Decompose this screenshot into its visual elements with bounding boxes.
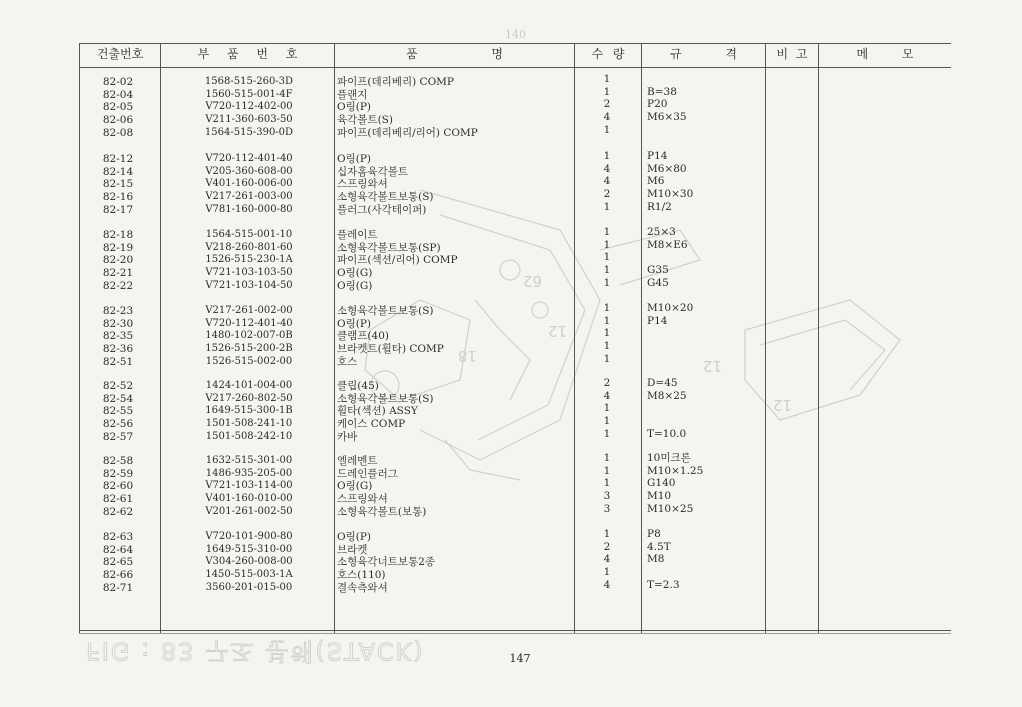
- group-2-part-name-column: [337, 153, 434, 216]
- part-spec: M8: [647, 553, 665, 566]
- part-quantity: 4: [603, 162, 611, 175]
- part-quantity: 1: [603, 402, 611, 415]
- svg-text:18: 18: [457, 347, 477, 365]
- group-4-part-name-column: [337, 305, 444, 368]
- group-3-part-name-column: [337, 229, 458, 292]
- part-name: 클램프(40): [337, 330, 389, 343]
- part-number: V217-261-003-00: [205, 191, 293, 203]
- part-spec: M10×1.25: [647, 464, 704, 477]
- part-quantity: 1: [603, 150, 611, 162]
- svg-text:62: 62: [522, 272, 542, 290]
- part-name: 플랜지: [337, 88, 368, 101]
- group-7-part-code-column: [98, 531, 138, 594]
- group-3-part-number-column: [164, 229, 334, 292]
- part-code: 82-15: [102, 178, 134, 191]
- part-number: V721-103-104-50: [205, 279, 293, 291]
- part-spec: [647, 124, 687, 137]
- page-number: 147: [509, 652, 531, 665]
- group-7-part-name-column: [337, 531, 435, 594]
- part-number: 1564-515-001-10: [205, 229, 293, 240]
- part-name: 파이프(섹션/리어) COMP: [337, 254, 458, 267]
- part-number: V720-112-401-40: [205, 317, 293, 329]
- col-divider-2: [334, 43, 335, 633]
- part-name: 소형육각볼트보통(S): [337, 392, 434, 405]
- part-spec: 25×3: [647, 226, 676, 238]
- part-name: 소형육각너트보통2종: [337, 556, 435, 569]
- part-spec: M6: [647, 175, 665, 188]
- part-code: 82-56: [102, 418, 134, 431]
- part-spec: M10×20: [647, 302, 694, 314]
- part-code: 82-35: [102, 330, 134, 343]
- part-number: V721-103-103-50: [205, 267, 293, 279]
- part-code: 82-64: [102, 543, 134, 556]
- part-number: 1501-508-241-10: [205, 418, 293, 430]
- part-code: 82-08: [102, 126, 134, 139]
- table-bottom-rule-2: [79, 633, 951, 634]
- part-number: V201-261-002-50: [205, 505, 293, 517]
- group-2-part-code-column: [98, 153, 138, 216]
- part-quantity: 3: [603, 490, 611, 503]
- group-4-part-spec-column: [647, 302, 693, 365]
- part-number: 1568-515-260-3D: [204, 76, 294, 87]
- part-name: 카바: [337, 430, 358, 443]
- part-spec: [647, 251, 688, 264]
- part-code: 82-30: [102, 317, 134, 330]
- part-code: 82-04: [102, 88, 134, 101]
- part-name: O링(P): [337, 317, 372, 330]
- part-name: O링(G): [337, 279, 373, 292]
- part-spec: P14: [647, 150, 668, 162]
- group-6-part-quantity-column: [594, 452, 620, 515]
- part-code: 82-02: [102, 76, 134, 88]
- col-divider-4: [641, 43, 642, 633]
- part-spec: T=2.3: [647, 578, 680, 591]
- table-bottom-rule: [79, 630, 951, 631]
- part-spec: [647, 415, 687, 428]
- part-spec: 4.5T: [647, 540, 671, 553]
- group-4-part-number-column: [164, 305, 334, 368]
- part-code: 82-21: [102, 267, 134, 280]
- part-name: 소형육각볼트(보통): [337, 505, 427, 518]
- header-rule: [79, 67, 951, 68]
- group-4-part-quantity-column: [594, 302, 620, 365]
- part-name: 소형육각볼트보통(S): [337, 305, 434, 317]
- part-code: 82-36: [102, 343, 134, 356]
- part-spec: [647, 402, 687, 415]
- part-code: 82-18: [102, 229, 134, 241]
- part-quantity: 1: [603, 226, 611, 238]
- part-code: 82-14: [102, 165, 134, 178]
- part-number: 1526-515-230-1A: [205, 254, 293, 266]
- part-number: V721-103-114-00: [205, 480, 293, 492]
- part-number: V720-101-900-80: [205, 531, 293, 542]
- part-name: 스프링와셔: [337, 178, 388, 191]
- part-name: 파이프(데리베리) COMP: [337, 76, 454, 88]
- part-number: 1564-515-390-0D: [204, 126, 294, 138]
- group-6-part-number-column: [164, 455, 334, 518]
- part-name: 호스: [337, 355, 358, 368]
- part-quantity: 1: [603, 566, 611, 579]
- part-quantity: 4: [603, 111, 611, 124]
- group-3-part-spec-column: [647, 226, 688, 289]
- part-spec: G140: [647, 477, 676, 490]
- part-spec: M8×E6: [647, 238, 688, 251]
- part-name: O링(P): [337, 101, 372, 114]
- part-number: V401-160-006-00: [205, 178, 293, 190]
- part-spec: P20: [647, 98, 668, 111]
- header-part-no: 부 품 번 호: [197, 47, 298, 61]
- part-spec: M8×25: [647, 389, 687, 402]
- part-quantity: 1: [603, 73, 611, 85]
- part-name: O링(G): [337, 480, 373, 493]
- part-quantity: 1: [603, 276, 611, 289]
- part-number: V211-360-603-50: [205, 114, 293, 126]
- part-quantity: 1: [603, 327, 611, 340]
- part-quantity: 1: [603, 251, 611, 264]
- part-quantity: 4: [603, 553, 611, 566]
- header-spec: 규 격: [670, 47, 737, 61]
- part-number: V218-260-801-60: [205, 241, 293, 253]
- part-name: 파이프(데리베리/리어) COMP: [337, 126, 478, 139]
- group-5-part-spec-column: [647, 377, 687, 440]
- group-7-part-quantity-column: [594, 528, 620, 591]
- group-5-part-code-column: [98, 380, 138, 443]
- part-number: 1480-102-007-0B: [205, 330, 293, 342]
- part-name: 소형육각볼트보통(SP): [337, 241, 441, 254]
- part-spec: M10: [647, 490, 672, 503]
- part-spec: 10미크론: [647, 452, 691, 464]
- part-spec: M10×30: [647, 188, 694, 201]
- part-number: V217-260-802-50: [205, 392, 293, 404]
- part-spec: [647, 353, 693, 366]
- part-name: 플레이트: [337, 229, 378, 241]
- group-5-part-number-column: [164, 380, 334, 443]
- group-3-part-code-column: [98, 229, 138, 292]
- col-divider-6: [818, 43, 819, 633]
- part-code: 82-54: [102, 392, 134, 405]
- part-spec: [647, 566, 680, 579]
- part-code: 82-65: [102, 556, 134, 569]
- group-2-part-number-column: [164, 153, 334, 216]
- part-name: 플러그(사각테이퍼): [337, 203, 427, 216]
- col-divider-3: [574, 43, 575, 633]
- group-3-part-quantity-column: [594, 226, 620, 289]
- part-quantity: 2: [603, 377, 611, 389]
- part-quantity: 3: [603, 502, 611, 515]
- part-spec: P14: [647, 314, 668, 327]
- part-number: 1501-508-242-10: [205, 430, 293, 442]
- svg-text:12: 12: [547, 322, 567, 340]
- part-quantity: 1: [603, 352, 611, 365]
- part-spec: P8: [647, 528, 661, 540]
- part-code: 82-60: [102, 480, 134, 493]
- part-name: 호스(110): [337, 569, 386, 582]
- part-number: V781-160-000-80: [205, 203, 293, 215]
- part-number: 1632-515-301-00: [205, 455, 293, 466]
- part-quantity: 1: [603, 123, 611, 136]
- part-code: 82-19: [102, 241, 134, 254]
- part-code: 82-20: [102, 254, 134, 267]
- part-code: 82-06: [102, 114, 134, 127]
- part-code: 82-51: [102, 355, 134, 368]
- part-spec: [647, 327, 693, 340]
- group-2-part-spec-column: [647, 150, 693, 213]
- part-code: 82-55: [102, 405, 134, 418]
- group-1-part-number-column: [164, 76, 334, 139]
- part-quantity: 1: [603, 427, 611, 440]
- part-spec: D=45: [647, 377, 678, 389]
- part-number: 1649-515-300-1B: [205, 405, 293, 417]
- part-code: 82-52: [102, 380, 134, 392]
- group-2-part-quantity-column: [594, 150, 620, 213]
- part-number: 1486-935-205-00: [205, 467, 293, 479]
- part-spec: M10×25: [647, 502, 694, 515]
- col-divider-left: [79, 43, 80, 633]
- header-remark: 비 고: [776, 47, 808, 61]
- part-number: V401-160-010-00: [205, 493, 293, 505]
- part-quantity: 1: [603, 314, 611, 327]
- part-number: 1560-515-001-4F: [205, 88, 293, 100]
- header-qty: 수 량: [591, 47, 625, 61]
- group-7-part-number-column: [164, 531, 334, 594]
- bleed-page-number: 140: [505, 28, 526, 41]
- part-code: 82-22: [102, 279, 134, 292]
- part-name: 엘레멘트: [337, 455, 378, 467]
- part-code: 82-05: [102, 101, 134, 114]
- part-code: 82-16: [102, 191, 134, 204]
- part-code: 82-63: [102, 531, 134, 543]
- part-code: 82-71: [102, 581, 134, 594]
- part-name: 드레인플러그: [337, 467, 398, 480]
- part-name: 케이스 COMP: [337, 418, 406, 431]
- part-number: 3560-201-015-00: [205, 581, 293, 593]
- part-quantity: 1: [603, 415, 611, 428]
- svg-text:12: 12: [772, 396, 792, 414]
- part-code: 82-58: [102, 455, 134, 467]
- part-spec: G45: [647, 276, 669, 289]
- part-number: 1526-515-200-2B: [205, 343, 293, 355]
- part-name: O링(P): [337, 153, 372, 165]
- header-code: 건출번호: [96, 47, 144, 61]
- part-spec: R1/2: [647, 200, 672, 213]
- group-5-part-name-column: [337, 380, 434, 443]
- part-quantity: 2: [603, 98, 611, 111]
- part-name: 클립(45): [337, 380, 379, 392]
- part-number: V304-260-008-00: [205, 556, 293, 568]
- part-code: 82-23: [102, 305, 134, 317]
- part-quantity: 1: [603, 452, 611, 464]
- group-1-part-quantity-column: [594, 73, 620, 136]
- part-quantity: 4: [603, 578, 611, 591]
- part-quantity: 1: [603, 528, 611, 540]
- part-number: V720-112-401-40: [205, 153, 293, 164]
- part-code: 82-66: [102, 569, 134, 582]
- part-number: V217-261-002-00: [205, 305, 293, 316]
- part-number: 1649-515-310-00: [205, 543, 293, 555]
- header-name: 품 명: [406, 47, 503, 61]
- col-divider-5: [765, 43, 766, 633]
- group-4-part-code-column: [98, 305, 138, 368]
- svg-text:12: 12: [702, 357, 722, 375]
- part-name: O링(P): [337, 531, 372, 543]
- part-spec: M6×35: [647, 111, 687, 124]
- part-name: 소형육각볼트보통(S): [337, 191, 434, 204]
- group-7-part-spec-column: [647, 528, 680, 591]
- part-spec: M6×80: [647, 162, 687, 175]
- part-quantity: 4: [603, 389, 611, 402]
- part-quantity: 2: [603, 540, 611, 553]
- part-name: 브라켓트(휠타) COMP: [337, 343, 444, 356]
- group-6-part-code-column: [98, 455, 138, 518]
- part-quantity: 1: [603, 302, 611, 314]
- col-divider-1: [160, 43, 161, 633]
- part-code: 82-12: [102, 153, 134, 165]
- part-code: 82-17: [102, 203, 134, 216]
- part-spec: [647, 73, 687, 86]
- part-quantity: 4: [603, 175, 611, 188]
- part-number: V205-360-608-00: [205, 165, 293, 177]
- part-quantity: 2: [603, 188, 611, 201]
- group-5-part-quantity-column: [594, 377, 620, 440]
- part-quantity: 1: [603, 340, 611, 353]
- group-1-part-name-column: [337, 76, 478, 139]
- part-code: 82-62: [102, 505, 134, 518]
- group-6-part-name-column: [337, 455, 426, 518]
- part-quantity: 1: [603, 85, 611, 98]
- part-spec: [647, 340, 693, 353]
- part-quantity: 1: [603, 264, 611, 277]
- part-number: 1424-101-004-00: [205, 380, 293, 391]
- part-spec: T=10.0: [647, 427, 687, 440]
- bleed-figure-caption: FIG : 83 구조 분해(STACK): [86, 637, 425, 665]
- part-name: 스프링와셔: [337, 493, 388, 506]
- part-name: 브라켓: [337, 543, 368, 556]
- group-6-part-spec-column: [647, 452, 703, 515]
- part-quantity: 1: [603, 200, 611, 213]
- part-code: 82-57: [102, 430, 134, 443]
- part-number: 1526-515-002-00: [205, 355, 293, 367]
- part-quantity: 1: [603, 464, 611, 477]
- part-spec: G35: [647, 264, 669, 277]
- part-number: V720-112-402-00: [205, 101, 293, 113]
- part-code: 82-61: [102, 493, 134, 506]
- group-1-part-code-column: [98, 76, 138, 139]
- part-name: 십자홈육각볼트: [337, 165, 409, 178]
- part-code: 82-59: [102, 467, 134, 480]
- part-quantity: 1: [603, 477, 611, 490]
- part-quantity: 1: [603, 238, 611, 251]
- header-memo: 메 모: [856, 47, 914, 61]
- group-1-part-spec-column: [647, 73, 687, 136]
- part-number: 1450-515-003-1A: [205, 569, 293, 581]
- part-name: 육각볼트(S): [337, 114, 393, 127]
- part-name: 결속측와셔: [337, 581, 388, 594]
- part-spec: B=38: [647, 85, 677, 98]
- part-name: O링(G): [337, 267, 373, 280]
- part-name: 휠타(섹션) ASSY: [337, 405, 418, 418]
